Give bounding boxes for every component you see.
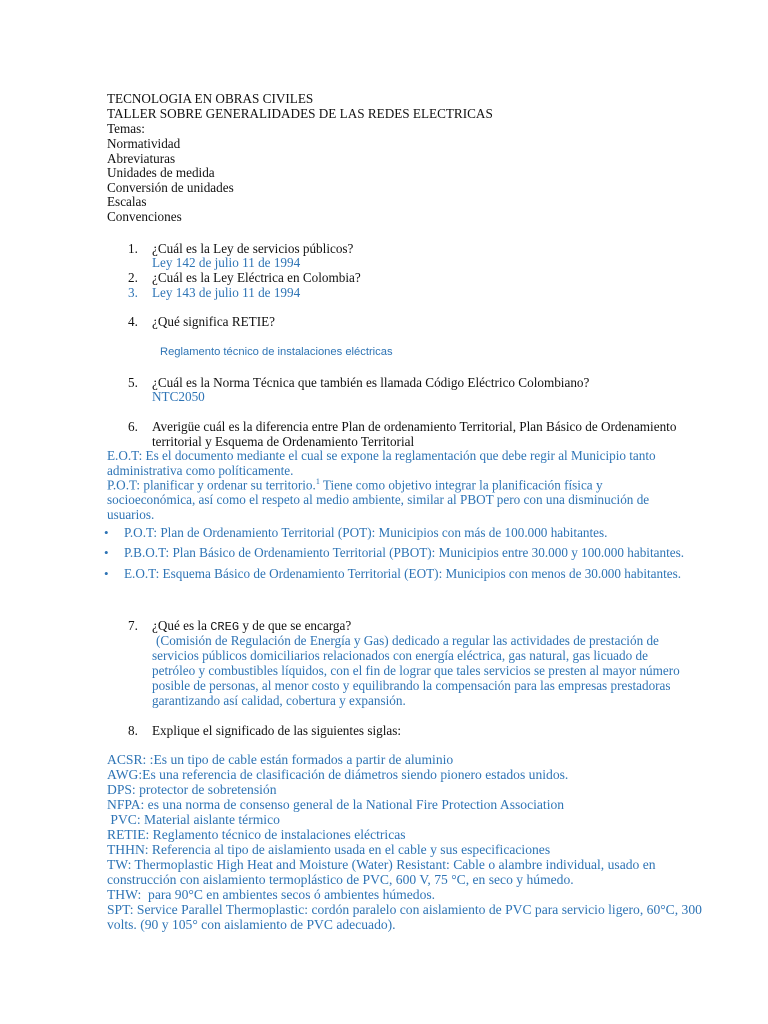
document-title: TALLER SOBRE GENERALIDADES DE LAS REDES ELECTRICAS	[107, 106, 493, 121]
answer-6-line: socioeconómica, así como el respeto al medio ambiente, similar al PBOT pero con una disminución de	[107, 492, 650, 507]
question-text: ¿Qué significa RETIE?	[152, 314, 276, 329]
bullet-icon: •	[104, 525, 109, 540]
answer-text: Ley 143 de julio 11 de 1994	[152, 285, 301, 300]
question-number: 4.	[128, 314, 138, 329]
question-number: 7.	[128, 618, 138, 633]
answer-6-line	[107, 478, 603, 492]
tema-item: Escalas	[107, 194, 147, 209]
answer-2	[128, 286, 300, 299]
question-text: Averigüe cuál es la diferencia entre Plan de ordenamiento Territorial, Plan Básico de Ordenamiento	[152, 419, 677, 434]
sigla-thhn: THHN: Referencia al tipo de aislamiento usada en el cable y sus especificaciones	[107, 842, 551, 857]
question-text: ¿Cuál es la Norma Técnica que también es llamada Código Eléctrico Colombiano?	[152, 375, 590, 390]
tema-item: Convenciones	[107, 209, 182, 224]
question-6-continuation: territorial y Esquema de Ordenamiento Territorial	[152, 434, 415, 449]
question-number: 5.	[128, 375, 138, 390]
sigla-spt: SPT: Service Parallel Thermoplastic: cordón paralelo con aislamiento de PVC para servicio ligero, 60°C, 300	[107, 902, 702, 917]
question-5	[128, 376, 589, 389]
bullet-item: E.O.T: Esquema Básico de Ordenamiento Territorial (EOT): Municipios con menos de 30.000 habitantes.	[124, 566, 682, 581]
sigla-acsr: ACSR: :Es un tipo de cable están formados a partir de aluminio	[107, 752, 454, 767]
answer-7-line: servicios públicos domiciliarios relacionados con energía eléctrica, gas natural, gas licuado de	[152, 648, 648, 663]
bullet-icon: •	[104, 566, 109, 581]
question-text: Explique el significado de las siguientes siglas:	[152, 723, 402, 738]
question-2	[128, 271, 361, 284]
question-number: 6.	[128, 419, 138, 434]
answer-7-line: (Comisión de Regulación de Energía y Gas) dedicado a regular las actividades de prestación de	[156, 633, 659, 648]
question-7	[128, 619, 351, 633]
question-number: 3.	[128, 285, 138, 300]
tema-item: Conversión de unidades	[107, 180, 234, 195]
question-text-code: CREG	[210, 620, 240, 634]
sigla-tw: TW: Thermoplastic High Heat and Moisture (Water) Resistant: Cable o alambre individual, usado en	[107, 857, 656, 872]
tema-item: Abreviaturas	[107, 151, 176, 166]
question-number: 1.	[128, 241, 138, 256]
question-number: 8.	[128, 723, 138, 738]
question-text: ¿Qué es la	[152, 618, 211, 633]
answer-4: Reglamento técnico de instalaciones eléctricas	[160, 346, 393, 358]
question-text: ¿Cuál es la Ley de servicios públicos?	[152, 241, 354, 256]
answer-6-line: E.O.T: Es el documento mediante el cual se expone la reglamentación que debe regir al Municipio tanto	[107, 448, 656, 463]
course-title: TECNOLOGIA EN OBRAS CIVILES	[107, 91, 314, 106]
tema-item: Unidades de medida	[107, 165, 215, 180]
answer-7-line: garantizando así calidad, cobertura y expansión.	[152, 693, 406, 708]
sigla-pvc: PVC: Material aislante térmico	[107, 812, 280, 827]
sigla-retie: RETIE: Reglamento técnico de instalaciones eléctricas	[107, 827, 406, 842]
footnote-marker: 1	[315, 477, 320, 486]
answer-5: NTC2050	[152, 389, 205, 404]
bullet-icon: •	[104, 545, 109, 560]
answer-7-line: petróleo y combustibles líquidos, con el fin de lograr que tales servicios se presten al mayor número	[152, 663, 680, 678]
question-number: 2.	[128, 270, 138, 285]
tema-item: Normatividad	[107, 136, 181, 151]
question-4	[128, 315, 275, 328]
question-8	[128, 724, 401, 737]
sigla-nfpa: NFPA: es una norma de consenso general de la National Fire Protection Association	[107, 797, 565, 812]
question-1	[128, 242, 353, 255]
answer-6-line: usuarios.	[107, 507, 155, 522]
temas-label: Temas:	[107, 121, 145, 136]
sigla-awg: AWG:Es una referencia de clasificación de diámetros siendo pionero estados unidos.	[107, 767, 569, 782]
pot-definition: P.O.T: planificar y ordenar su territorio.	[107, 477, 316, 493]
bullet-item: P.O.T: Plan de Ordenamiento Territorial (POT): Municipios con más de 100.000 habitantes.	[124, 525, 608, 540]
question-text: ¿Cuál es la Ley Eléctrica en Colombia?	[152, 270, 361, 285]
sigla-spt-continuation: volts. (90 y 105° con aislamiento de PVC adecuado).	[107, 917, 396, 932]
sigla-thw: THW: para 90°C en ambientes secos ó ambientes húmedos.	[107, 887, 436, 902]
answer-1: Ley 142 de julio 11 de 1994	[152, 255, 301, 270]
sigla-dps: DPS: protector de sobretensión	[107, 782, 277, 797]
answer-7-line: posible de personas, al menor costo y equilibrando la compensación para las empresas prestadoras	[152, 678, 671, 693]
bullet-item: P.B.O.T: Plan Básico de Ordenamiento Territorial (PBOT): Municipios entre 30.000 y 100.000 habitantes.	[124, 545, 685, 560]
pot-definition-continuation: Tiene como objetivo integrar la planificación física y	[319, 477, 603, 493]
answer-6-line: administrativa como políticamente.	[107, 463, 294, 478]
sigla-tw-continuation: construcción con aislamiento termoplástico de PVC, 600 V, 75 °C, en seco y húmedo.	[107, 872, 574, 887]
question-text: y de que se encarga?	[239, 618, 352, 633]
question-6	[128, 420, 676, 433]
